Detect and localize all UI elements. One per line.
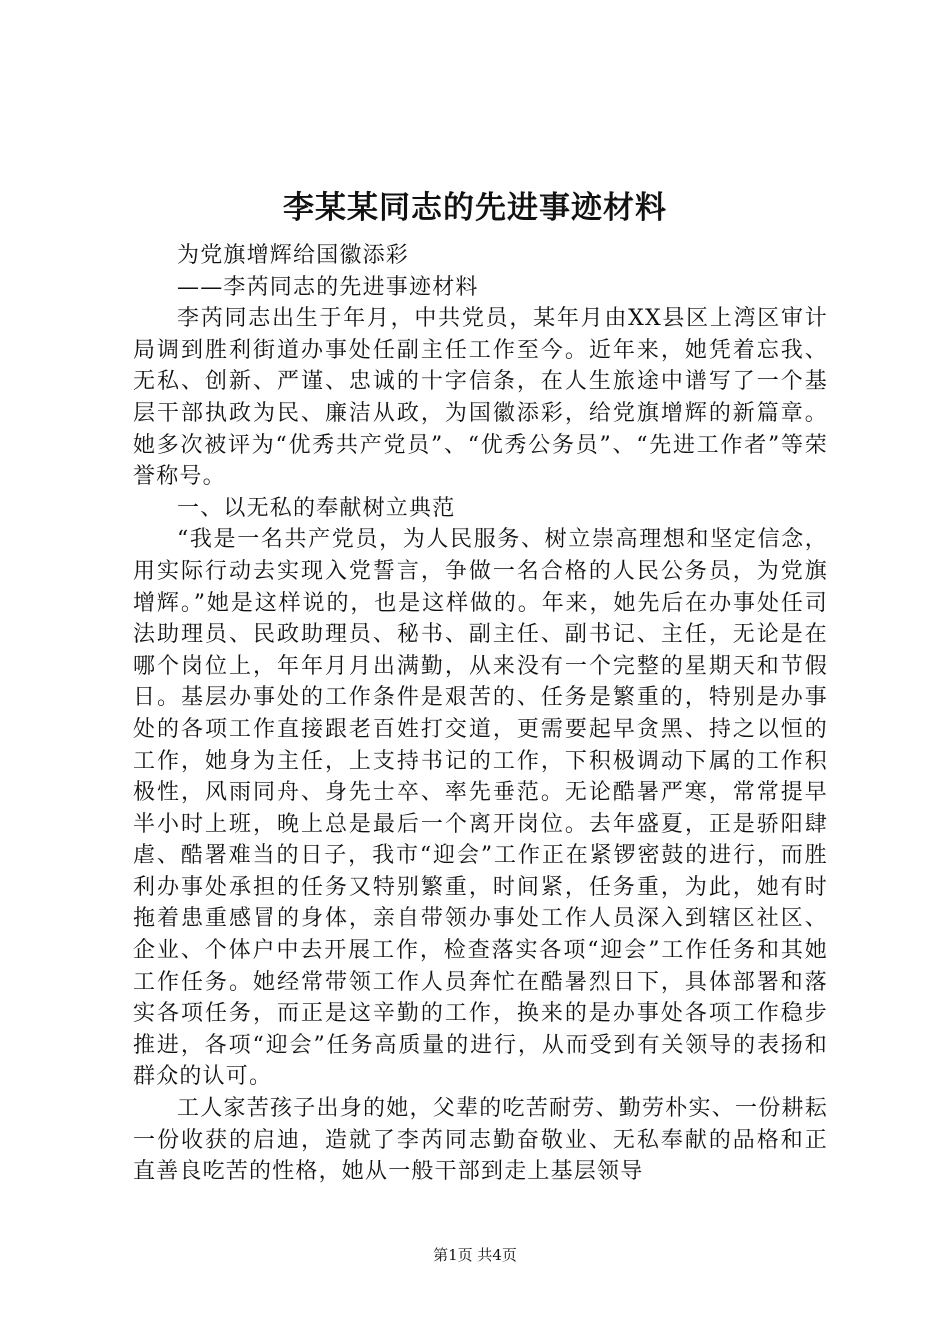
document-title: 李某某同志的先进事迹材料 <box>283 190 667 226</box>
paragraph: “我是一名共产党员，为人民服务、树立崇高理想和坚定信念，用实际行动去实现入党誓言，争做一名合格的人民公务员，为党旗增辉。”她是这样说的，也是这样做的。年来，她先后在办事处任司法助理员、民政助理员、秘书、副主任、副书记、主任，无论是在哪个岗位上，年年月月出满勤，从来没有一个完整的星期天和节假日。基层办事处的工作条件是艰苦的、任务是繁重的，特别是办事处的各项工作直接跟老百姓打交道，更需要起早贪黑、持之以恒的工作，她身为主任，上支持书记的工作，下积极调动下属的工作积极性，风雨同舟、身先士卒、率先垂范。无论酷暑严寒，常常提早半小时上班，晚上总是最后一个离开岗位。去年盛夏，正是骄阳肆虐、酷署难当的日子，我市“迎会”工作正在紧锣密鼓的进行，而胜利办事处承担的任务又特别繁重，时间紧，任务重，为此，她有时拖着患重感冒的身体，亲自带领办事处工作人员深入到辖区社区、企业、个体户中去开展工作，检查落实各项“迎会”工作任务和其她工作任务。她经常带领工作人员奔忙在酷暑烈日下，具体部署和落实各项任务，而正是这辛勤的工作，换来的是办事处各项工作稳步推进，各项“迎会”任务高质量的进行，从而受到有关领导的表扬和群众的认可。 <box>133 527 828 1090</box>
section-heading: 一、以无私的奉献树立典范 <box>177 495 456 521</box>
paragraph: 李芮同志出生于年月，中共党员，某年月由XX县区上湾区审计局调到胜利街道办事处任副主任工作至今。近年来，她凭着忘我、无私、创新、严谨、忠诚的十字信条，在人生旅途中谱写了一个基层干部执政为民、廉洁从政，为国徽添彩，给党旗增辉的新篇章。她多次被评为“优秀共产党员”、“优秀公务员”、“先进工作者”等荣誉称号。 <box>133 306 828 490</box>
paragraph: 工人家苦孩子出身的她，父辈的吃苦耐劳、勤劳朴实、一份耕耘一份收获的启迪，造就了李芮同志勤奋敬业、无私奉献的品格和正直善良吃苦的性格，她从一般干部到走上基层领导 <box>133 1096 828 1185</box>
page-footer: 第1页 共4页 <box>433 1246 517 1264</box>
subtitle-line: ——李芮同志的先进事迹材料 <box>177 274 479 300</box>
subtitle-line: 为党旗增辉给国徽添彩 <box>177 243 410 268</box>
document-body <box>133 240 828 1188</box>
